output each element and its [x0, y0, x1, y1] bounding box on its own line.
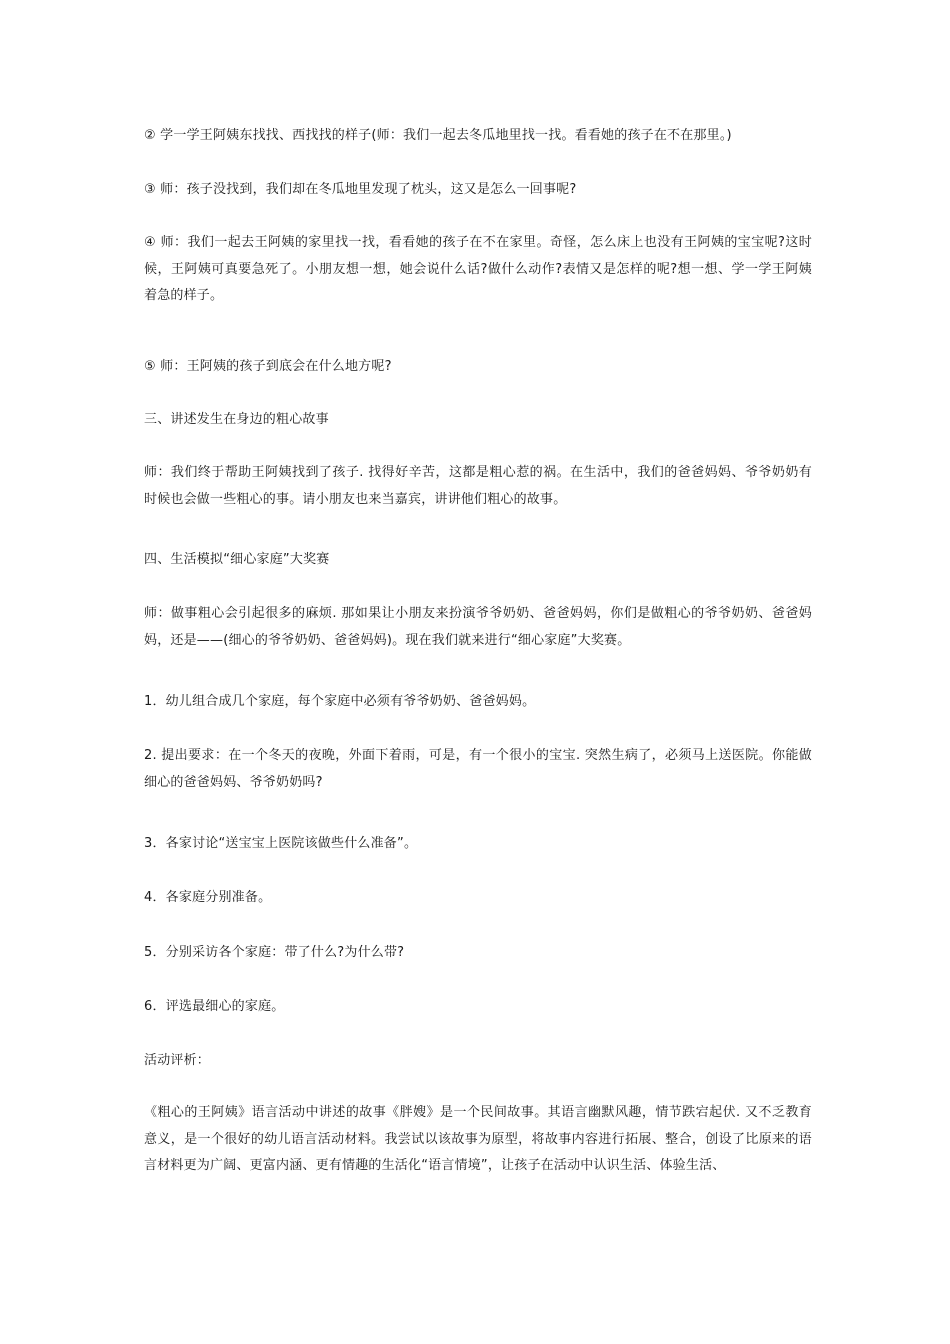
- list-item-5: 5．分别采访各个家庭：带了什么?为什么带?: [144, 945, 405, 960]
- paragraph-teacher-contest: 师：做事粗心会引起很多的麻烦. 那如果让小朋友来扮演爷爷奶奶、爸爸妈妈，你们是做粗心的爷爷奶奶、爸爸妈妈，还是——(细心的爷爷奶奶、爸爸妈妈)。现在我们就来进行“细心家庭”大奖赛。: [144, 606, 812, 648]
- paragraph-teacher-story: 师：我们终于帮助王阿姨找到了孩子. 找得好辛苦，这都是粗心惹的祸。在生活中，我们的爸爸妈妈、爷爷奶奶有时候也会做一些粗心的事。请小朋友也来当嘉宾，讲讲他们粗心的故事。: [144, 465, 812, 507]
- section-heading-3: 三、讲述发生在身边的粗心故事: [144, 412, 329, 427]
- section-heading-evaluation: 活动评析：: [144, 1053, 211, 1068]
- paragraph-step-3: ③ 师：孩子没找到，我们却在冬瓜地里发现了枕头，这又是怎么一回事呢?: [144, 182, 577, 197]
- paragraph-step-5: ⑤ 师：王阿姨的孩子到底会在什么地方呢?: [144, 359, 392, 374]
- list-item-4: 4．各家庭分别准备。: [144, 890, 272, 905]
- list-item-2: 2. 提出要求：在一个冬天的夜晚，外面下着雨，可是，有一个很小的宝宝. 突然生病了，必须马上送医院。你能做细心的爸爸妈妈、爷爷奶奶吗?: [144, 748, 812, 790]
- section-heading-4: 四、生活模拟“细心家庭”大奖赛: [144, 552, 330, 567]
- list-item-1: 1．幼儿组合成几个家庭，每个家庭中必须有爷爷奶奶、爸爸妈妈。: [144, 694, 536, 709]
- list-item-3: 3．各家讨论“送宝宝上医院该做些什么准备”。: [144, 836, 418, 851]
- list-item-6: 6．评选最细心的家庭。: [144, 999, 285, 1014]
- paragraph-step-4: ④ 师：我们一起去王阿姨的家里找一找，看看她的孩子在不在家里。奇怪，怎么床上也没有王阿姨的宝宝呢?这时候，王阿姨可真要急死了。小朋友想一想，她会说什么话?做什么动作?表情又是怎样的呢?想一想、学一学王阿姨着急的样子。: [144, 235, 812, 303]
- paragraph-evaluation: 《粗心的王阿姨》语言活动中讲述的故事《胖嫂》是一个民间故事。其语言幽默风趣，情节跌宕起伏. 又不乏教育意义，是一个很好的幼儿语言活动材料。我尝试以该故事为原型，将故事内容进行拓展、整合，创设了比原来的语言材料更为广阔、更富内涵、更有情趣的生活化“语言情境”，让孩子在活动中认识生活、体验生活、: [144, 1105, 812, 1173]
- paragraph-step-2: ② 学一学王阿姨东找找、西找找的样子(师：我们一起去冬瓜地里找一找。看看她的孩子在不在那里。): [144, 128, 732, 143]
